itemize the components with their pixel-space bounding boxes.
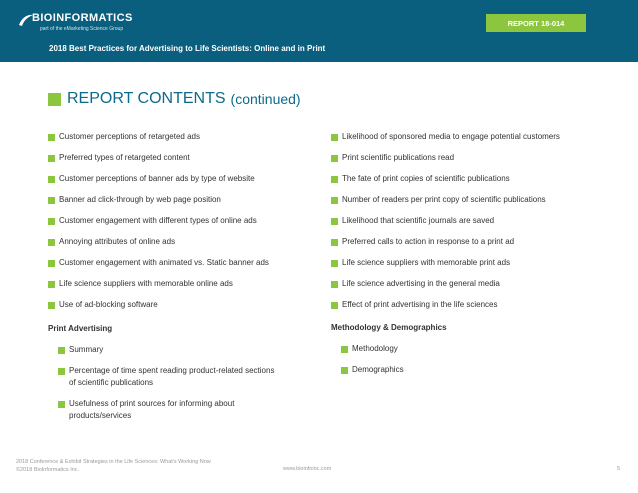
list-item [331,257,571,269]
methodology-heading: Methodology & Demographics [331,323,447,332]
bullet-square-icon [58,401,65,408]
bullet-square-icon [331,281,338,288]
list-item [48,278,313,290]
list-item [331,278,571,290]
logo-text: BIOINFORMATICS [32,12,133,24]
list-item-text: Life science advertising in the general media [342,279,500,288]
list-item-text: Usefulness of print sources for informing about products/services [69,399,235,420]
bullet-square-icon [331,176,338,183]
list-item-text: Summary [69,345,104,354]
list-item-text: Life science suppliers with memorable online ads [59,279,233,288]
list-item [58,365,283,389]
footer-left [16,458,211,474]
list-item-text: Number of readers per print copy of scientific publications [342,195,546,204]
bullet-square-icon [331,134,338,141]
logo [18,12,158,40]
list-item-text: Preferred calls to action in response to a print ad [342,237,515,246]
list-item-text: Likelihood of sponsored media to engage potential customers [342,132,560,141]
bullet-square-icon [331,260,338,267]
bullet-square-icon [341,367,348,374]
bullet-square-icon [48,134,55,141]
bullet-square-icon [58,368,65,375]
bullet-square-icon [48,197,55,204]
list-item [58,344,313,356]
list-item-text: Methodology [352,344,398,353]
list-item-text: The fate of print copies of scientific publications [342,174,510,183]
section-title [48,90,301,108]
list-item-text: Customer perceptions of banner ads by type of website [59,174,255,183]
report-subtitle: 2018 Best Practices for Advertising to Life Scientists: Online and in Print [49,44,326,53]
list-item-text: Effect of print advertising in the life sciences [342,300,498,309]
bullet-square-icon [331,239,338,246]
list-item-text: Customer engagement with different types of online ads [59,216,257,225]
bullet-square-icon [331,218,338,225]
bullet-square-icon [58,347,65,354]
list-item [48,257,313,269]
list-item-text: Customer engagement with animated vs. Static banner ads [59,258,269,267]
list-item-text: Use of ad-blocking software [59,300,158,309]
list-item [48,152,313,164]
list-item [48,215,313,227]
list-item [48,236,313,248]
list-item [48,173,313,185]
list-item [48,299,313,311]
list-item [331,131,561,143]
list-item [341,343,571,355]
list-item-text: Print scientific publications read [342,153,455,162]
logo-subtext: part of the eMarketing Science Group [40,26,124,32]
footer-conference-line: 2018 Conference & Exhibit Strategies in the Life Sciences: What's Working Now [16,459,211,465]
bullet-square-icon [48,302,55,309]
list-item [331,299,571,311]
title-square-icon [48,93,61,106]
bullet-square-icon [48,155,55,162]
report-badge: REPORT 18-014 [486,14,586,32]
right-column [331,131,571,376]
list-item-text: Banner ad click-through by web page position [59,195,221,204]
list-item [331,215,571,227]
section-title-text: REPORT CONTENTS [67,90,226,107]
list-item [58,398,283,422]
header-bar [0,0,638,62]
bullet-square-icon [48,176,55,183]
page-number: 5 [617,466,621,472]
bullet-square-icon [48,218,55,225]
print-advertising-heading: Print Advertising [48,324,113,333]
list-item [331,152,571,164]
list-item [331,173,571,185]
list-item-text: Likelihood that scientific journals are saved [342,216,495,225]
list-item [48,131,313,143]
section-title-continued: (continued) [230,91,301,107]
list-item [331,194,546,206]
list-item-text: Preferred types of retargeted content [59,153,190,162]
list-item [48,194,313,206]
bullet-square-icon [48,239,55,246]
bullet-square-icon [331,302,338,309]
list-item-text: Annoying attributes of online ads [59,237,176,246]
list-item-text: Percentage of time spent reading product-related sections of scientific publications [69,366,275,387]
list-item-text: Customer perceptions of retargeted ads [59,132,200,141]
bullet-square-icon [341,346,348,353]
list-item-text: Demographics [352,365,404,374]
list-item [341,364,571,376]
bullet-square-icon [48,260,55,267]
left-column [48,131,313,422]
footer-copyright: ©2018 BioInformatics Inc. [16,467,80,473]
footer-url-link[interactable]: www.bioinfoinc.com [283,466,332,472]
list-item [331,236,571,248]
list-item-text: Life science suppliers with memorable print ads [342,258,511,267]
bullet-square-icon [331,155,338,162]
bullet-square-icon [331,197,338,204]
bullet-square-icon [48,281,55,288]
